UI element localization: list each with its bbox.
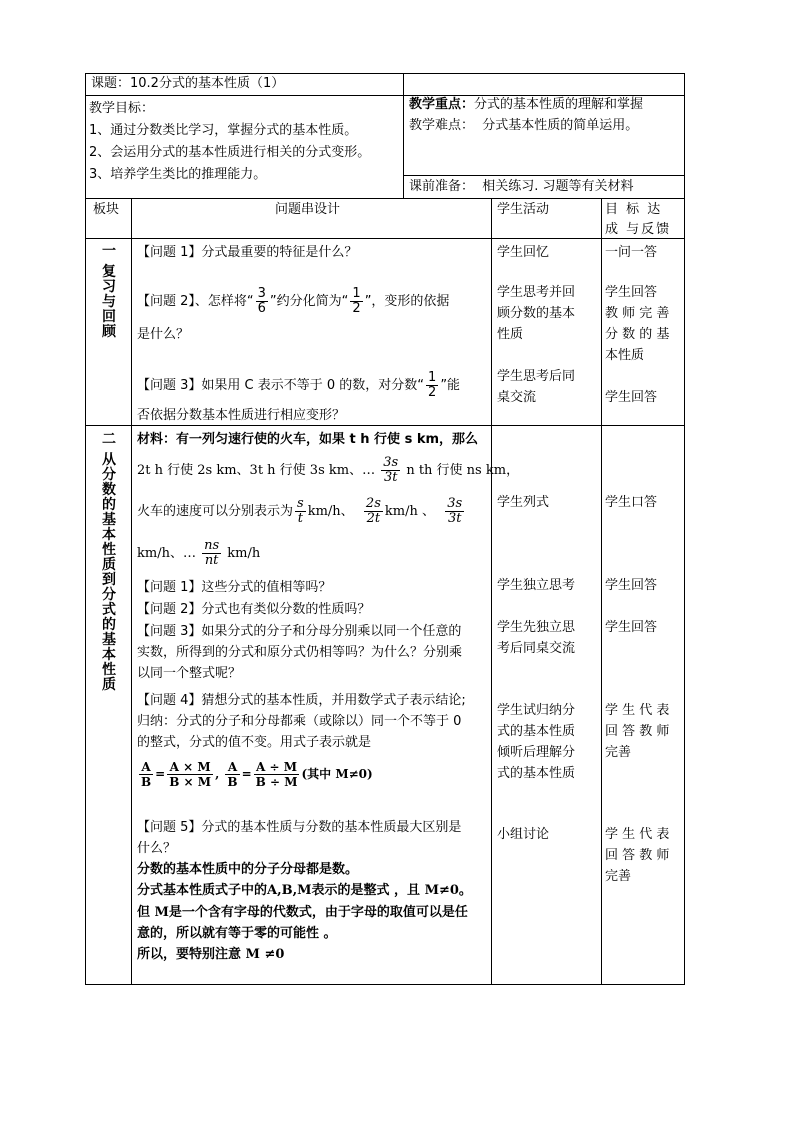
unit: km/h、 [307, 504, 354, 519]
s2-answer: 所以，要特别注意 M ≠0 [137, 947, 285, 962]
s1-feedback-2: 本性质 [605, 348, 645, 363]
formula-fraction: $\frac{A}{B}$ [227, 760, 238, 789]
formula-fraction: $\frac{A}{B}$ [141, 760, 152, 789]
q2-mid: ”约分化简为“ [269, 294, 349, 309]
s1-feedback-3: 学生回答 [605, 390, 658, 405]
s1-activity-3: 学生思考后同 [497, 369, 576, 384]
lesson-title: 课题：10.2分式的基本性质（1） [91, 76, 285, 91]
section1-label: 一 复习与回顾 [100, 243, 116, 339]
s2-feedback-3: 学生回答 [605, 620, 658, 635]
col-divider [491, 198, 492, 985]
difficult-point [409, 116, 638, 136]
q3-post: ”能 [440, 378, 461, 393]
q2-post: ”，变形的依据 [364, 294, 450, 309]
goal-item: 1、通过分数类比学习，掌握分式的基本性质。 [89, 123, 358, 138]
prep-label: 课前准备： [409, 179, 475, 194]
lesson-plan-table [85, 73, 685, 985]
section2-label: 二 从分数的基本性质到分式的基本性质 [100, 431, 116, 692]
prep-text: 相关练习. 习题等有关材料 [482, 179, 634, 194]
s1-activity-3: 桌交流 [497, 390, 537, 405]
s2-feedback-5: 学 生 代 表 [605, 827, 670, 842]
s1-question-3-cont: 否依据分数基本性质进行相应变形？ [137, 408, 346, 423]
unit: km/h 、 [384, 504, 435, 519]
fraction-3s-3t: $\frac{3s}{3t}$ [383, 455, 399, 485]
s1-activity-2: 学生思考并回 [497, 285, 576, 300]
s2-feedback-4: 学 生 代 表 [605, 703, 670, 718]
q2-pre: 【问题 2】、怎样将“ [137, 294, 254, 309]
s2-activity-3: 考后同桌交流 [497, 641, 576, 656]
s2-activity-5: 小组讨论 [497, 827, 550, 842]
s1-activity-2: 性质 [497, 327, 524, 342]
formula-condition: (其中 M≠0) [301, 767, 373, 781]
s2-activity-4: 式的基本性质 [497, 766, 576, 781]
s2-activity-1: 学生列式 [497, 495, 550, 510]
s2-material-line-3 [137, 495, 466, 529]
s1-feedback-2: 分 数 的 基 [605, 327, 670, 342]
s2-feedback-5: 回 答 教 师 [605, 848, 670, 863]
s1-feedback-2: 教 师 完 善 [605, 306, 670, 321]
key-point [409, 95, 643, 115]
mat2-post: n th 行使 ns km， [402, 463, 520, 478]
row-divider [403, 175, 685, 176]
s1-question-2-cont: 是什么？ [137, 327, 190, 342]
s2-answer: 分式基本性质式子中的A,B,M表示的是整式 ，且 M≠0。 [137, 883, 472, 898]
goal-item: 2、会运用分式的基本性质进行相关的分式变形。 [89, 145, 371, 160]
s1-question-2 [137, 285, 449, 319]
s2-feedback-5: 完善 [605, 869, 632, 884]
s2-question-5: 什么？ [137, 841, 177, 856]
s1-question-3 [137, 369, 460, 403]
s2-activity-2: 学生独立思考 [497, 578, 576, 593]
s2-question-3: 以同一个整式呢？ [137, 666, 242, 681]
s2-activity-4: 式的基本性质 [497, 724, 576, 739]
fraction-s-t: $\frac{s}{t}$ [297, 496, 304, 526]
s2-feedback-4: 回 答 教 师 [605, 724, 670, 739]
fraction-ns-nt: $\frac{ns}{nt}$ [204, 538, 220, 568]
formula-fraction: $\frac{A \times M}{B \times M}$ [169, 760, 212, 789]
s2-question-1: 【问题 1】这些分式的值相等吗？ [137, 580, 332, 595]
col-header-block: 板块 [93, 202, 120, 217]
s2-question-2: 【问题 2】分式也有类似分数的性质吗？ [137, 602, 371, 617]
s1-activity-2: 顾分数的基本 [497, 306, 576, 321]
formula-fraction: $\frac{A \div M}{B \div M}$ [255, 760, 298, 789]
fraction-3-6: $\frac{3}{6}$ [257, 286, 266, 316]
key-label: 教学重点： [409, 97, 475, 112]
mat2-pre: 2t h 行使 2s km、3t h 行使 3s km、… [137, 463, 380, 478]
goal-item: 3、培养学生类比的推理能力。 [89, 167, 267, 182]
difficult-label: 教学难点： [409, 118, 475, 133]
s2-question-4: 归纳：分式的分子和分母都乘（或除以）同一个不等于 0 [137, 714, 462, 729]
s2-activity-4: 学生试归纳分 [497, 703, 576, 718]
s1-feedback-1: 一问一答 [605, 245, 658, 260]
s2-feedback-2: 学生回答 [605, 578, 658, 593]
difficult-text: 分式基本性质的简单运用。 [482, 118, 639, 133]
q3-pre: 【问题 3】如果用 C 表示不等于 0 的数，对分数“ [137, 378, 425, 393]
col-header-design: 问题串设计 [275, 202, 341, 217]
goals-title: 教学目标： [89, 101, 155, 116]
fraction-property-formula: $\frac{A}{B}$ = $\frac{A \times M}{B \times M}$ , $\frac{A}{B}$ = $\frac{A \div M}{B \div M}$ (其中 M≠0) [141, 760, 373, 789]
col-divider [601, 198, 602, 985]
s2-answer: 分数的基本性质中的分子分母都是数。 [137, 862, 359, 877]
s2-activity-4: 倾听后理解分 [497, 745, 576, 760]
unit: km/h [223, 546, 261, 561]
s2-material-line-2 [137, 454, 519, 488]
s2-activity-3: 学生先独立思 [497, 620, 576, 635]
fraction-1-2: $\frac{1}{2}$ [352, 286, 361, 316]
fraction-3s-3t: $\frac{3s}{3t}$ [447, 496, 463, 526]
col-header-activity: 学生活动 [497, 202, 550, 217]
mat4-pre: km/h、… [137, 546, 201, 561]
mat3-pre: 火车的速度可以分别表示为 [137, 504, 294, 519]
s1-activity-1: 学生回忆 [497, 245, 550, 260]
s2-material-line-4 [137, 537, 260, 571]
col-header-feedback: 目 标 达 成 与反馈 [605, 202, 672, 237]
material-text: 材料：有一列匀速行使的火车，如果 t h 行使 s km，那么 [137, 432, 479, 447]
key-text: 分式的基本性质的理解和掌握 [474, 97, 644, 112]
row-divider [85, 238, 685, 239]
s2-answer: 但 M是一个含有字母的代数式，由于字母的取值可以是任 [137, 905, 468, 920]
fraction-2s-2t: $\frac{2s}{2t}$ [365, 496, 381, 526]
s2-question-4: 的整式，分式的值不变。用式子表示就是 [137, 735, 372, 750]
s2-question-3: 【问题 3】如果分式的分子和分母分别乘以同一个任意的 [137, 624, 462, 639]
preparation [409, 177, 634, 197]
s1-question-1: 【问题 1】分式最重要的特征是什么？ [137, 245, 358, 260]
col-divider [131, 198, 132, 985]
fraction-1-2: $\frac{1}{2}$ [428, 370, 437, 400]
s1-feedback-2: 学生回答 [605, 285, 658, 300]
s2-question-4: 【问题 4】猜想分式的基本性质，并用数学式子表示结论; [137, 693, 466, 708]
col-divider [403, 73, 404, 198]
s2-answer: 意的，所以就有等于零的可能性 。 [137, 926, 337, 941]
s2-feedback-4: 完善 [605, 745, 632, 760]
s2-material-line-1 [137, 430, 478, 450]
s2-feedback-1: 学生口答 [605, 495, 658, 510]
row-divider [85, 198, 685, 199]
s2-question-5: 【问题 5】分式的基本性质与分数的基本性质最大区别是 [137, 820, 462, 835]
s2-question-3: 实数，所得到的分式和原分式仍相等吗？为什么？分别乘 [137, 645, 463, 660]
